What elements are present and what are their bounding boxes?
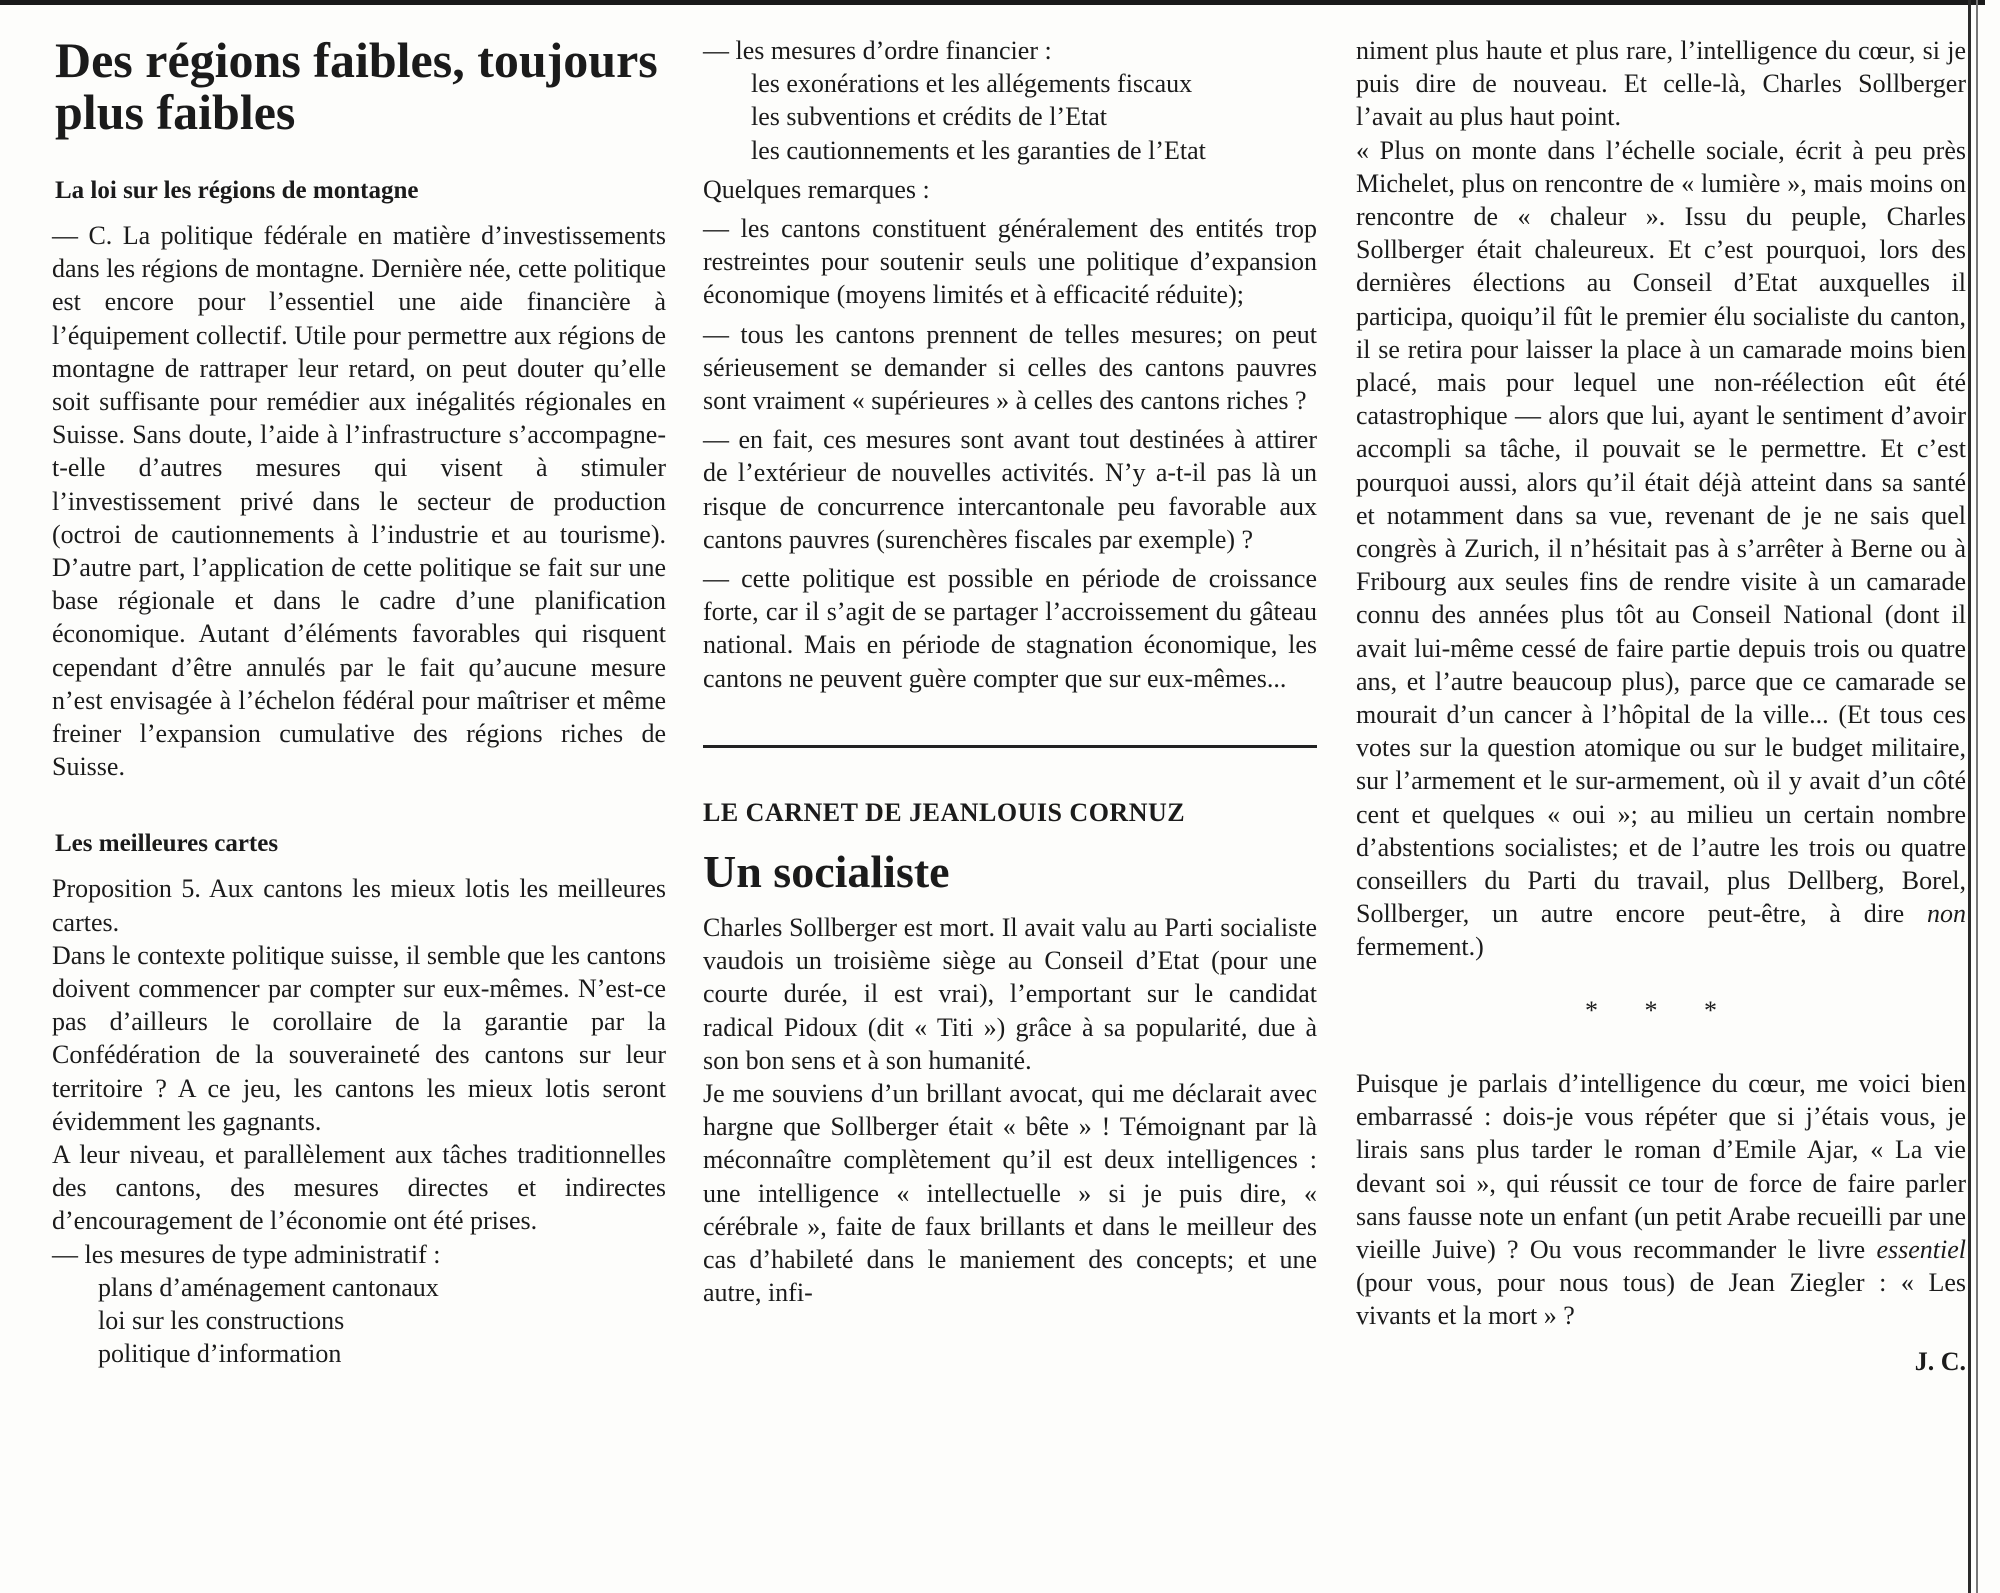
column-kicker: LE CARNET DE JEANLOUIS CORNUZ bbox=[703, 797, 1186, 827]
page-border-right bbox=[1968, 0, 1971, 1593]
subheading-mountain-law: La loi sur les régions de montagne bbox=[55, 177, 419, 204]
list-item: les cautionnements et les garanties de l’Etat bbox=[751, 135, 1206, 165]
paragraph-cantonal-measures: A leur niveau, et parallèlement aux tâches traditionnelles des cantons, des mesures directes et indirectes d’encouragement de l’économie ont été prises. bbox=[52, 1140, 666, 1236]
paragraph-two-intelligences: Je me souviens d’un brillant avocat, qui me déclarait avec hargne que Sollberger était « bête » ! Témoignant par là méconnaître complètement qu’il est deux intelligences : une intelligence « intellectuelle » si je puis dire, « cérébrale », faite de faux brillants et dans le meilleur des cas d’habileté dans le maniement des concepts; et une autre, infi- bbox=[703, 1079, 1317, 1308]
remark-item: — cette politique est possible en période de croissance forte, car il s’agit de se partager l’accroissement du gâteau national. Mais en période de stagnation économique, les cantons ne peuvent guère compter que sur eux-mêmes... bbox=[703, 564, 1317, 693]
emphasis-essentiel: essentiel bbox=[1876, 1234, 1966, 1264]
remark-item: — les cantons constituent généralement des entités trop restreintes pour soutenir seuls une politique d’expansion économique (moyens limités et à efficacité réduite); bbox=[703, 214, 1317, 310]
paragraph-michelet-quote bbox=[1356, 134, 1966, 964]
list-item: les exonérations et les allégements fiscaux bbox=[751, 69, 1193, 99]
list-item: plans d’aménagement cantonaux bbox=[98, 1272, 439, 1302]
author-signature: J. C. bbox=[1914, 1346, 1966, 1376]
paragraph-heart-intelligence: niment plus haute et plus rare, l’intelligence du cœur, si je puis dire de nouveau. Et celle-là, Charles Sollberger l’avait au plus haut point. bbox=[1356, 36, 1966, 132]
paragraph-sollberger-death: Charles Sollberger est mort. Il avait valu au Parti socialiste vaudois un troisième siège au Conseil d’Etat (pour une courte durée, il est vrai), l’emportant sur le candidat radical Pidoux (dit « Titi ») grâce à sa popularité, due à son bon sens et à son humanité. bbox=[703, 913, 1317, 1075]
paragraph-proposition-5: Proposition 5. Aux cantons les mieux lotis les meilleures cartes. bbox=[52, 874, 666, 937]
list-item: les subventions et crédits de l’Etat bbox=[751, 102, 1107, 132]
subheading-best-cards: Les meilleures cartes bbox=[55, 830, 279, 858]
page-border-right-edge bbox=[1976, 0, 1978, 1593]
remark-item: — tous les cantons prennent de telles mesures; on peut sérieusement se demander si celles des cantons pauvres sont vraiment « supérieures » à celles des cantons riches ? bbox=[703, 319, 1317, 416]
list-item: politique d’information bbox=[98, 1339, 342, 1369]
column-1 bbox=[52, 34, 666, 1371]
article-title-socialiste: Un socialiste bbox=[703, 846, 950, 898]
paragraph-book-recommendation bbox=[1356, 1067, 1966, 1333]
paragraph-mountain-policy: — C. La politique fédérale en matière d’investissements dans les régions de montagne. Dernière née, cette politique est encore pour l’essentiel une aide financière à l’équipement collectif. Utile pour permettre aux régions de montagne de rattraper leur retard, on peut douter qu’elle soit suffisante pour remédier aux inégalités régionales en Suisse. Sans doute, l’aide à l’infrastructure s’accompagne-t-elle d’autres mesures qui visent à stimuler l’investissement privé dans le secteur de production (octroi de cautionnements à l’industrie et au tourisme). D’autre part, l’application de cette politique se fait sur une base régionale et dans le cadre d’une planification économique. Autant d’éléments favorables qui risquent cependant d’être annulés par le fait qu’aucune mesure n’est envisagée à l’échelon fédéral pour maîtriser et même freiner l’expansion cumulative des régions riches de Suisse. bbox=[52, 221, 666, 782]
page-border-top bbox=[0, 0, 1985, 5]
list-heading-administrative: — les mesures de type administratif : bbox=[52, 1239, 441, 1269]
list-item: loi sur les constructions bbox=[98, 1306, 345, 1336]
michelet-text: « Plus on monte dans l’échelle sociale, écrit à peu près Michelet, plus on rencontre de « lumière », mais moins on rencontre de « chaleur ». Issu du peuple, Charles Sollberger était chaleureux. Et c’est pourquoi, lors des dernières élections au Conseil d’Etat auxquelles il participa, quoiqu’il fût le premier élu socialiste du canton, il se retira pour laisser la place à un camarade moins bien placé, mais pour lequel une non-réélection eût été catastrophique — alors que lui, ayant le sentiment d’avoir accompli sa tâche, il pouvait se le permettre. Et c’est pourquoi aussi, alors qu’il était déjà atteint dans sa santé et notamment dans sa vue, revenant de je ne sais quel congrès à Zurich, il n’hésitait pas à s’arrêter à Berne ou à Fribourg aux seules fins de rendre visite à un camarade connu des années plus tôt au Conseil National (dont il avait lui-même cessé de faire partie depuis trois ou quatre ans, et l’autre beaucoup plus), parce que ce camarade se mourait d’un cancer à l’hôpital de la ville... (Et tous ces votes sur la question atomique ou sur le budget militaire, sur l’armement et le sur-armement, où il y avait d’un côté cent et quelques « oui »; au milieu un certain nombre d’abstentions socialistes; et de l’autre les trois ou quatre conseillers du Parti du travail, plus Dellberg, Borel, Sollberger, un autre encore peut-être, à dire bbox=[1356, 135, 1966, 929]
remarks-heading: Quelques remarques : bbox=[703, 174, 930, 204]
list-heading-financial: — les mesures d’ordre financier : bbox=[703, 36, 1052, 65]
remark-item: — en fait, ces mesures sont avant tout destinées à attirer de l’extérieur de nouvelles activités. N’y a-t-il pas là un risque de concurrence intercantonale peu favorable aux cantons pauvres (surenchères fiscales par exemple) ? bbox=[703, 425, 1317, 554]
book-text-a: Puisque je parlais d’intelligence du cœur, me voici bien embarrassé : dois-je vous répéter que si j’étais vous, je lirais sans plus tarder le roman d’Emile Ajar, « La vie devant soi », qui réussit ce tour de force de faire parler sans fausse note un enfant (un petit Arabe recueilli par une vieille Juive) ? Ou vous recommander le livre bbox=[1356, 1068, 1966, 1264]
column-3 bbox=[1356, 34, 1966, 1378]
michelet-end: fermement.) bbox=[1356, 932, 1484, 962]
section-separator-stars: * * * bbox=[1585, 995, 1737, 1025]
column-2 bbox=[703, 34, 1317, 1310]
book-text-b: (pour vous, pour nous tous) de Jean Ziegler : « Les vivants et la mort » ? bbox=[1356, 1268, 1966, 1331]
paragraph-swiss-context: Dans le contexte politique suisse, il semble que les cantons doivent commencer par compter sur eux-mêmes. N’est-ce pas d’ailleurs le corollaire de la garantie par la Confédération de la souveraineté des cantons sur leur territoire ? A ce jeu, les cantons les mieux lotis seront évidemment les gagnants. bbox=[52, 940, 666, 1136]
article-headline: Des régions faibles, toujours plus faibles bbox=[55, 32, 658, 140]
section-divider bbox=[703, 745, 1317, 748]
emphasis-non: non bbox=[1927, 899, 1966, 929]
